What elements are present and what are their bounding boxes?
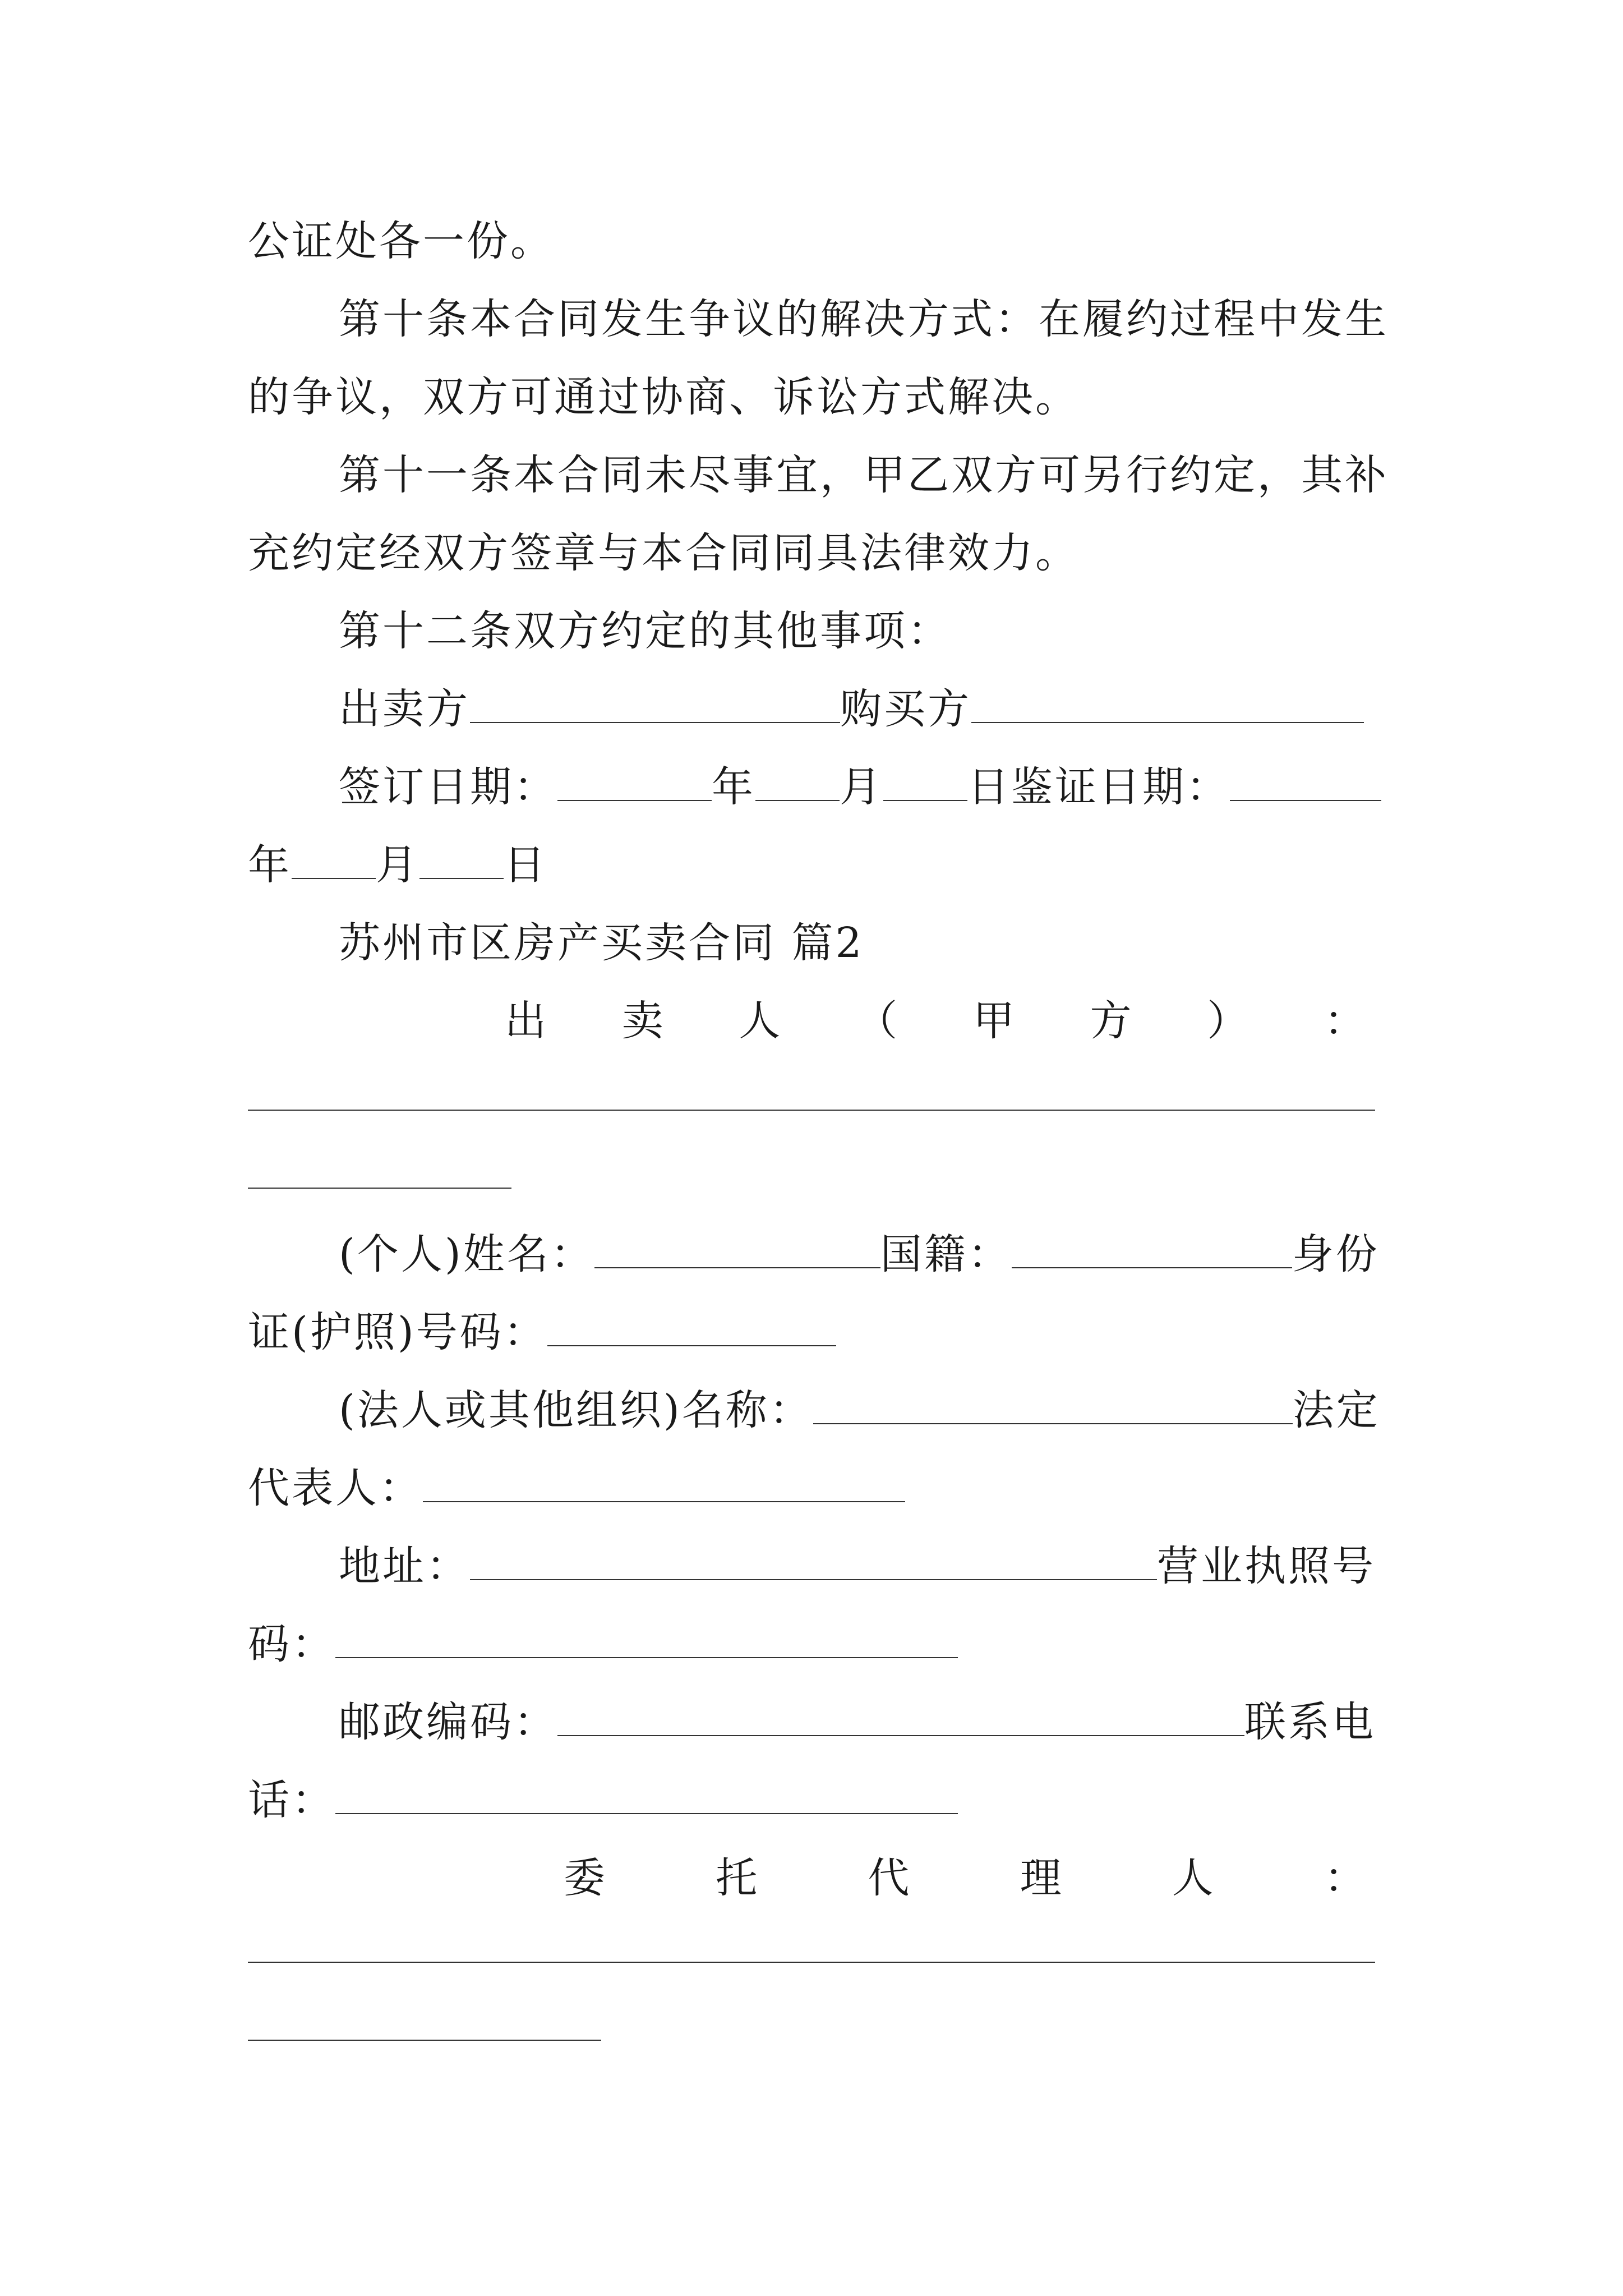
sign-date-label: 签订日期： [339,763,557,811]
sign-date-line [339,759,1381,815]
address-label: 地址： [339,1542,470,1590]
seller-char: 出 [505,997,546,1045]
agent-char: 托 [716,1854,758,1902]
address-line [339,1538,1376,1594]
article-10-line-1: 第十条本合同发生争议的解决方式：在履约过程中发生 [339,295,1389,343]
id-label-part-2: 证(护照)号码： [248,1308,547,1356]
agent-char: ： [1324,1854,1366,1902]
id-label-part-1: 身份 [1292,1230,1380,1278]
agent-char: 代 [868,1854,910,1902]
month-label: 月 [376,841,419,889]
seller-name-rule-2[interactable] [248,1188,511,1189]
section-title: 苏州市区房产买卖合同 篇2 [339,919,864,967]
postal-code-label: 邮政编码： [339,1698,557,1746]
verify-day-blank[interactable] [419,843,504,879]
seller-party-heading [505,993,1366,1049]
agent-char: 人 [1172,1854,1214,1902]
postal-code-blank[interactable] [557,1700,1244,1736]
verify-date-line-2 [248,837,547,893]
sign-day-blank[interactable] [883,765,967,801]
phone-blank[interactable] [335,1778,958,1814]
text-line: 公证处各一份。 [248,217,554,265]
address-blank[interactable] [470,1544,1157,1580]
id-number-line [248,1304,836,1360]
article-11-line-2: 充约定经双方签章与本合同同具法律效力。 [248,529,1079,577]
nationality-blank[interactable] [1012,1232,1292,1268]
verify-month-blank[interactable] [292,843,376,879]
seller-char: 卖 [621,997,663,1045]
agent-name-rule[interactable] [248,1962,1375,1963]
postal-line [339,1694,1376,1750]
id-number-blank[interactable] [547,1310,836,1346]
legal-rep-line [248,1460,905,1516]
individual-name-label: (个人)姓名： [339,1230,594,1278]
agent-char: 理 [1020,1854,1062,1902]
seller-name-rule[interactable] [248,1110,1375,1111]
individual-name-blank[interactable] [594,1232,880,1268]
seller-char: 人 [739,997,781,1045]
phone-label-part-2: 话： [248,1776,335,1824]
seller-char: ） [1207,997,1249,1045]
agent-char: 委 [564,1854,605,1902]
legal-rep-label-part-1: 法定 [1292,1386,1380,1434]
legal-rep-blank[interactable] [423,1466,905,1502]
verify-year-blank[interactable] [1230,765,1381,801]
article-10-line-2: 的争议，双方可通过协商、诉讼方式解决。 [248,373,1079,421]
phone-line [248,1772,958,1828]
seller-char: 甲 [972,997,1015,1045]
seller-char: （ [856,997,898,1045]
license-label-part-2: 码： [248,1620,335,1668]
month-label: 月 [840,763,883,811]
organization-line [339,1382,1380,1438]
sign-year-blank[interactable] [557,765,712,801]
seller-char: ： [1324,997,1366,1045]
seller-buyer-line [339,681,1364,737]
nationality-label: 国籍： [880,1230,1012,1278]
seller-char: 方 [1090,997,1132,1045]
article-11-line-1: 第十一条本合同未尽事宜，甲乙双方可另行约定，其补 [339,451,1389,499]
year-label: 年 [712,763,755,811]
agent-name-rule-2[interactable] [248,2040,601,2041]
seller-label: 出卖方 [339,685,470,733]
individual-line [339,1226,1380,1282]
sign-month-blank[interactable] [755,765,840,801]
article-12-line: 第十二条双方约定的其他事项： [339,607,951,655]
year-label: 年 [248,841,292,889]
agent-heading [564,1850,1366,1906]
verify-date-label: 日鉴证日期： [967,763,1230,811]
legal-rep-label-part-2: 代表人： [248,1464,423,1512]
phone-label-part-1: 联系电 [1244,1698,1376,1746]
buyer-blank[interactable] [971,687,1364,723]
seller-blank[interactable] [470,687,840,723]
organization-name-blank[interactable] [813,1388,1293,1424]
license-blank[interactable] [335,1622,958,1658]
license-label-part-1: 营业执照号 [1157,1542,1376,1590]
license-line [248,1616,958,1672]
organization-name-label: (法人或其他组织)名称： [339,1386,813,1434]
day-label: 日 [504,841,547,889]
buyer-label: 购买方 [840,685,971,733]
